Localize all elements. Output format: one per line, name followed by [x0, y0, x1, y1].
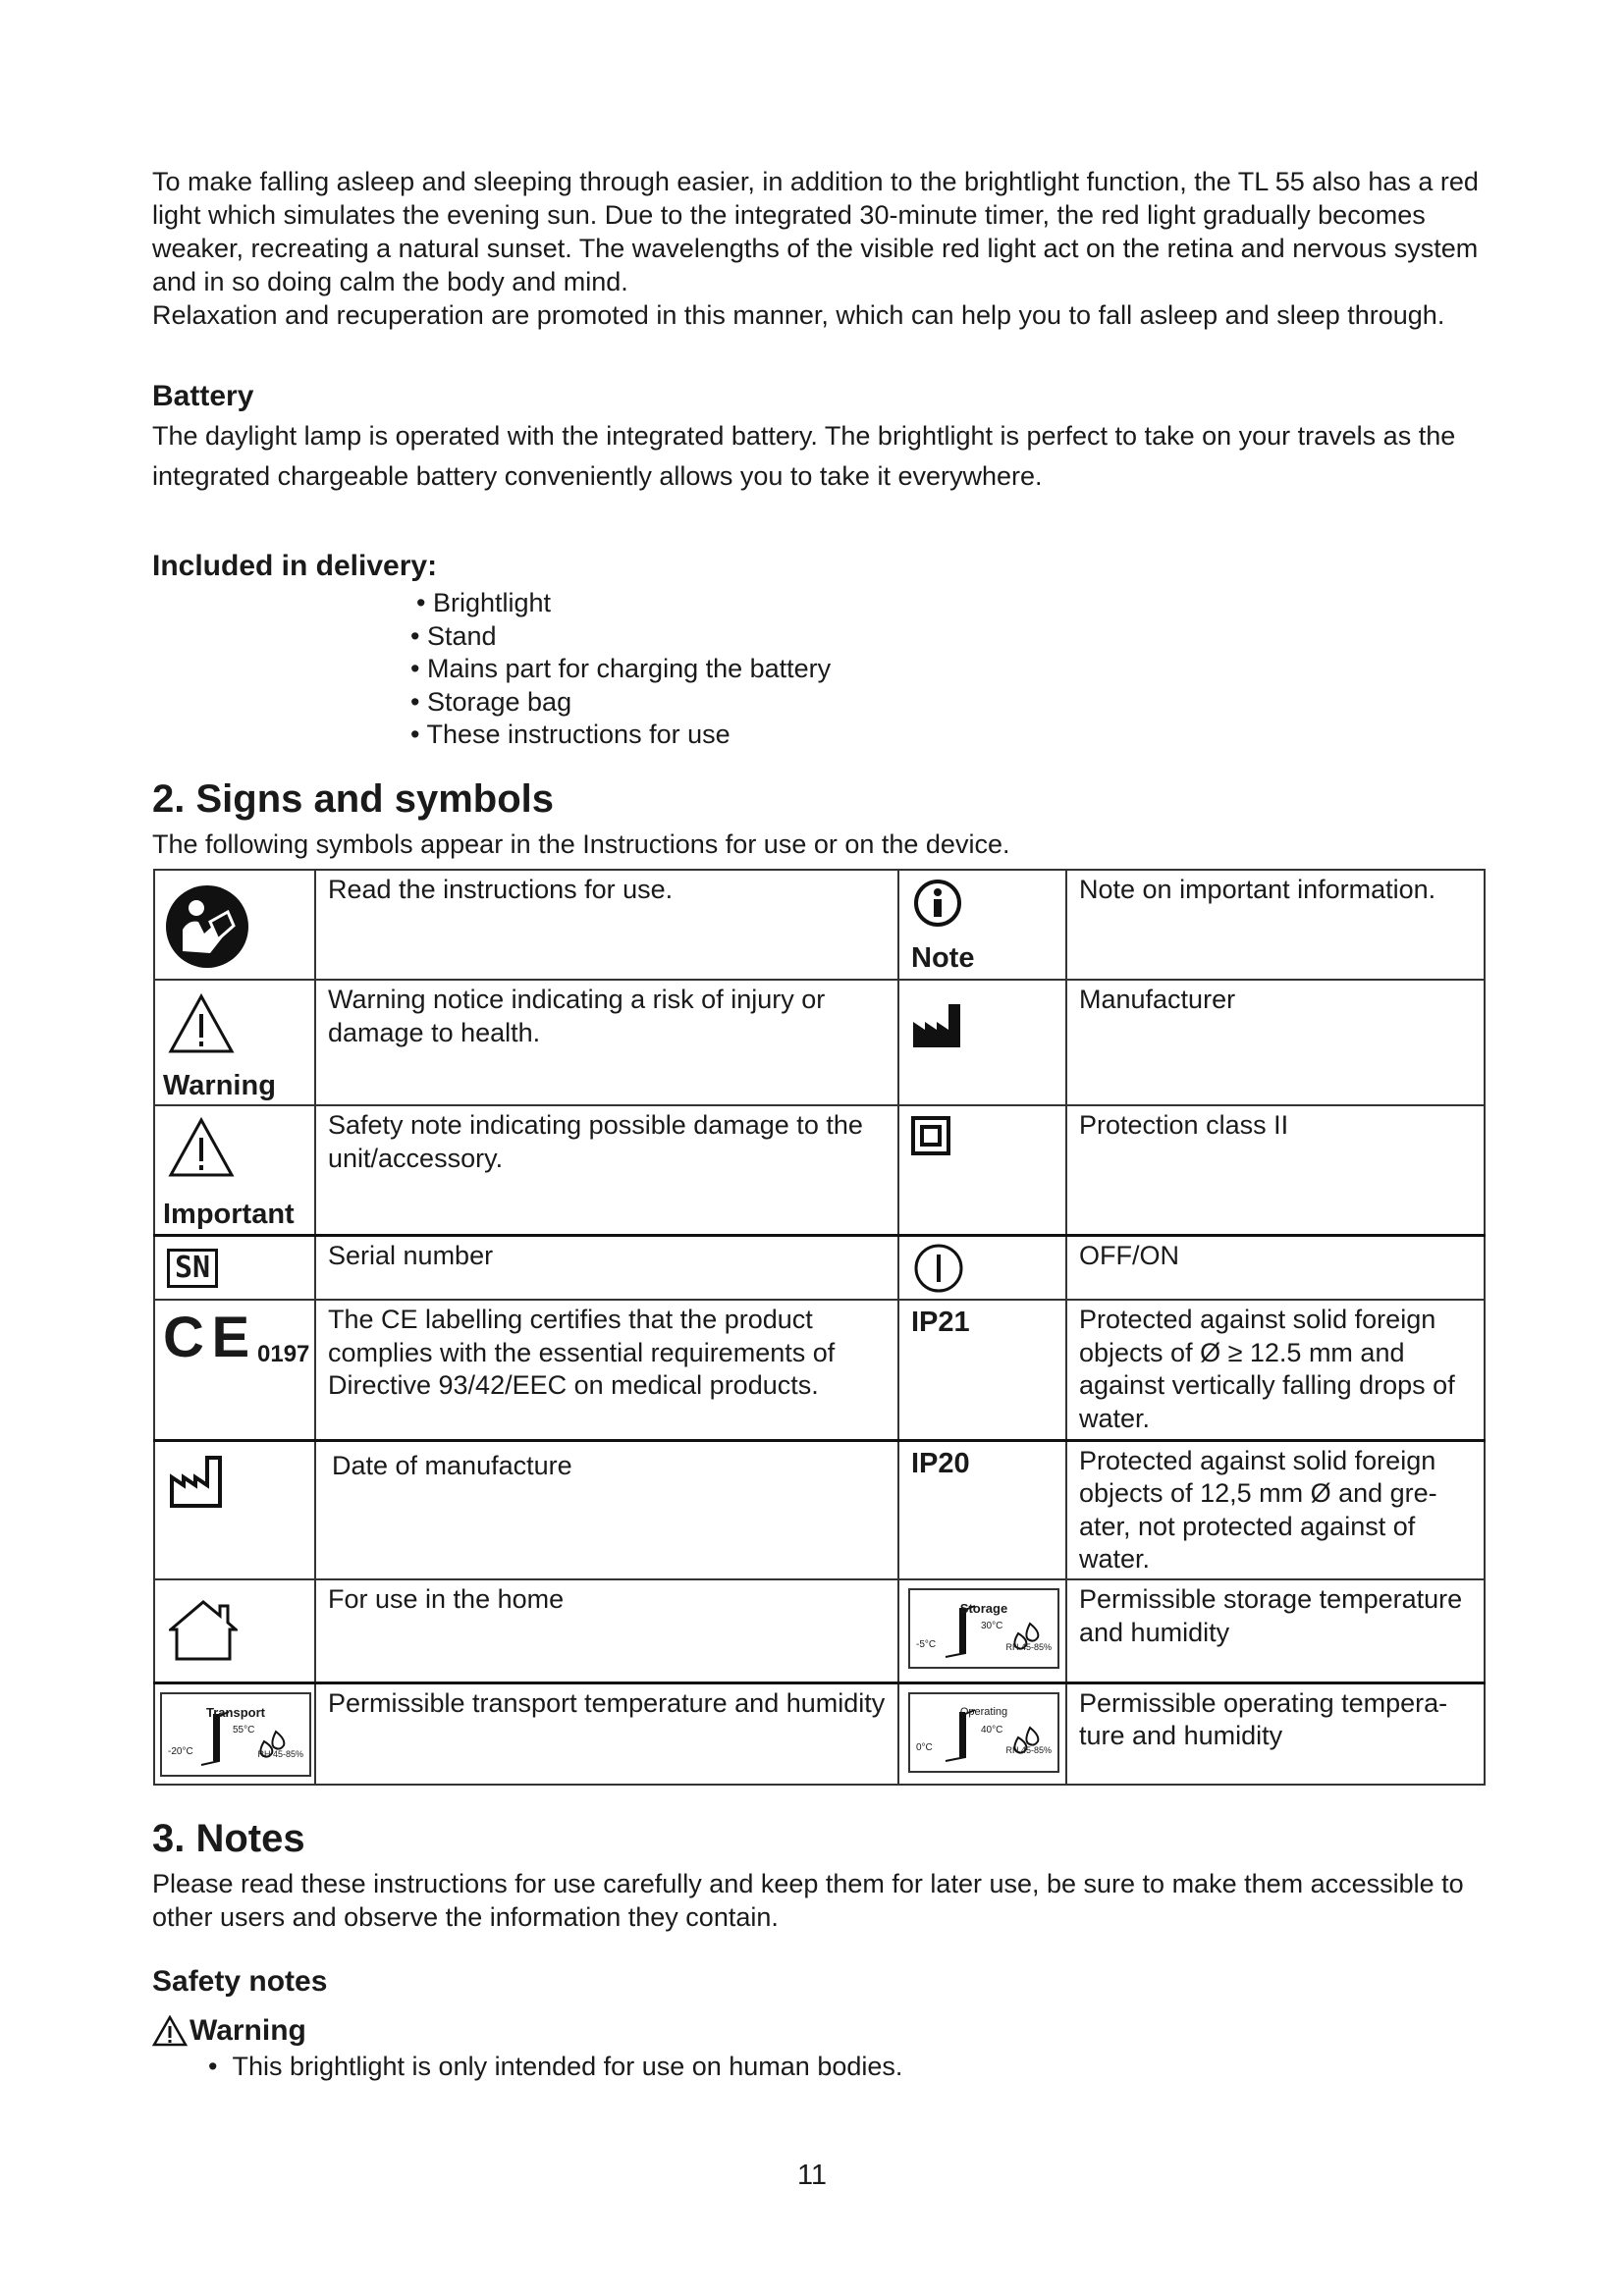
- transport-high-temp: 55°C: [233, 1724, 255, 1735]
- symbol-cell: [898, 1300, 1066, 1440]
- warning-triangle-icon: [167, 992, 236, 1055]
- list-item: • This brightlight is only intended for use on human bodies.: [208, 2052, 903, 2081]
- symbol-cell: [154, 1300, 315, 1440]
- symbol-description: Protected against solid foreign objects of Ø ≥ 12.5 mm and against vertically falling drops of water.: [1066, 1300, 1485, 1440]
- info-icon: [913, 879, 962, 928]
- symbol-cell: [154, 1235, 315, 1300]
- storage-title: Storage: [959, 1601, 1008, 1616]
- note-label: Note: [911, 941, 975, 974]
- symbol-cell: [154, 1440, 315, 1579]
- symbol-cell: [154, 980, 315, 1105]
- list-item: • Mains part for charging the battery: [410, 653, 831, 686]
- ip20-label: IP20: [911, 1447, 970, 1479]
- operating-high-temp: 40°C: [981, 1724, 1003, 1735]
- notes-text: Please read these instructions for use carefully and keep them for later use, be sure to make them accessible to other users and observe the information they contain.: [152, 1869, 1464, 1932]
- section-2-heading: 2. Signs and symbols: [152, 777, 555, 821]
- operating-title: Operating: [959, 1705, 1008, 1718]
- symbol-cell: [154, 1105, 315, 1235]
- safety-notes-heading: Safety notes: [152, 1965, 328, 1998]
- table-row: [154, 870, 1485, 980]
- symbol-cell: [154, 870, 315, 980]
- symbol-description: The CE labelling certifies that the product complies with the essential requirements of Directive 93/42/EEC on medical products.: [315, 1300, 898, 1440]
- read-instructions-icon: [163, 882, 251, 971]
- symbol-cell: [898, 980, 1066, 1105]
- table-row: [154, 1105, 1485, 1235]
- table-row: [154, 1440, 1485, 1579]
- symbol-description: Permissible transport temperature and humidity: [315, 1682, 898, 1785]
- intro-paragraph-2: Relaxation and recuperation are promoted in this manner, which can help you to fall asleep and sleep through.: [152, 300, 1445, 330]
- list-item: • Brightlight: [410, 587, 831, 620]
- intro-paragraph: To make falling asleep and sleeping through easier, in addition to the brightlight function, the TL 55 also has a red light which simulates the evening sun. Due to the integrated 30-minute timer, the red light gradually becomes weaker, recreating a natural sunset. The wavelengths of the visible red light act on the retina and nervous system and in so doing calm the body and mind.: [152, 167, 1479, 296]
- symbol-cell: [898, 1440, 1066, 1579]
- symbol-description: Safety note indicating possible damage to the unit/accessory.: [315, 1105, 898, 1235]
- warning-label: Warning: [163, 1069, 276, 1101]
- symbol-description: Permissible storage temperature and humidity: [1066, 1579, 1485, 1682]
- home-use-icon: [169, 1598, 238, 1663]
- symbol-description: Read the instructions for use.: [315, 870, 898, 980]
- battery-text: The daylight lamp is operated with the integrated battery. The brightlight is perfect to take on your travels as the integrated chargeable battery conveniently allows you to take it everywhere.: [152, 421, 1456, 491]
- date-of-manufacture-icon: [169, 1454, 224, 1509]
- table-row: [154, 980, 1485, 1105]
- signs-intro: The following symbols appear in the Instructions for use or on the device.: [152, 829, 1010, 859]
- symbol-cell: [898, 1235, 1066, 1300]
- table-row: [154, 1300, 1485, 1440]
- table-row: [154, 1682, 1485, 1785]
- symbol-cell: [898, 870, 1066, 980]
- transport-title: Transport: [206, 1704, 265, 1720]
- symbol-description: For use in the home: [315, 1579, 898, 1682]
- symbol-cell: [898, 1105, 1066, 1235]
- symbol-description: Protected against solid foreign objects of 12,5 mm Ø and gre-ater, not protected against of water.: [1066, 1440, 1485, 1579]
- operating-climate-icon: [908, 1692, 1059, 1773]
- delivery-list: [410, 587, 831, 752]
- symbol-description: Date of manufacture: [315, 1440, 898, 1579]
- symbol-description: OFF/ON: [1066, 1235, 1485, 1300]
- table-row: [154, 1235, 1485, 1300]
- warning-triangle-icon: [152, 2015, 188, 2047]
- storage-low-temp: -5°C: [916, 1638, 937, 1650]
- list-item: • These instructions for use: [410, 719, 831, 752]
- storage-high-temp: 30°C: [981, 1621, 1003, 1631]
- storage-humidity: RH 45-85%: [1005, 1641, 1052, 1652]
- table-row: [154, 1579, 1485, 1682]
- serial-number-icon: SN: [167, 1249, 218, 1288]
- caution-triangle-icon: [167, 1116, 236, 1179]
- manufacturer-icon: [911, 1000, 962, 1049]
- warning-heading-label: Warning: [189, 2014, 306, 2047]
- transport-humidity: RH 45-85%: [257, 1749, 303, 1759]
- symbol-description: Protection class II: [1066, 1105, 1485, 1235]
- protection-class-ii-icon: [911, 1116, 950, 1155]
- storage-climate-icon: [908, 1588, 1059, 1669]
- symbol-cell: [898, 1579, 1066, 1682]
- list-item: • Stand: [410, 620, 831, 654]
- warning-heading: [152, 2014, 306, 2048]
- delivery-heading: Included in delivery:: [152, 550, 438, 582]
- operating-humidity: RH 45-85%: [1005, 1745, 1052, 1755]
- symbol-cell: [154, 1682, 315, 1785]
- symbol-cell: [154, 1579, 315, 1682]
- transport-low-temp: -20°C: [168, 1746, 193, 1757]
- symbol-cell: [898, 1682, 1066, 1785]
- ip21-label: IP21: [911, 1307, 970, 1338]
- warning-bullet-text: This brightlight is only intended for use on human bodies.: [232, 2052, 903, 2081]
- transport-climate-icon: [160, 1692, 311, 1777]
- important-label: Important: [163, 1199, 295, 1230]
- ce-mark-icon: C E: [163, 1306, 248, 1369]
- symbol-description: Manufacturer: [1066, 980, 1485, 1105]
- operating-low-temp: 0°C: [916, 1742, 933, 1753]
- symbol-description: Warning notice indicating a risk of injury or damage to health.: [315, 980, 898, 1105]
- power-on-off-icon: [913, 1243, 964, 1294]
- page-number: 11: [796, 2160, 828, 2191]
- symbol-description: Note on important information.: [1066, 870, 1485, 980]
- symbol-description: Serial number: [315, 1235, 898, 1300]
- symbol-description: Permissible operating tempera-ture and humidity: [1066, 1682, 1485, 1785]
- section-3-heading: 3. Notes: [152, 1817, 305, 1860]
- battery-heading: Battery: [152, 380, 254, 412]
- symbols-table: [153, 869, 1486, 1786]
- list-item: • Storage bag: [410, 686, 831, 720]
- notified-body-number: 0197: [257, 1341, 310, 1367]
